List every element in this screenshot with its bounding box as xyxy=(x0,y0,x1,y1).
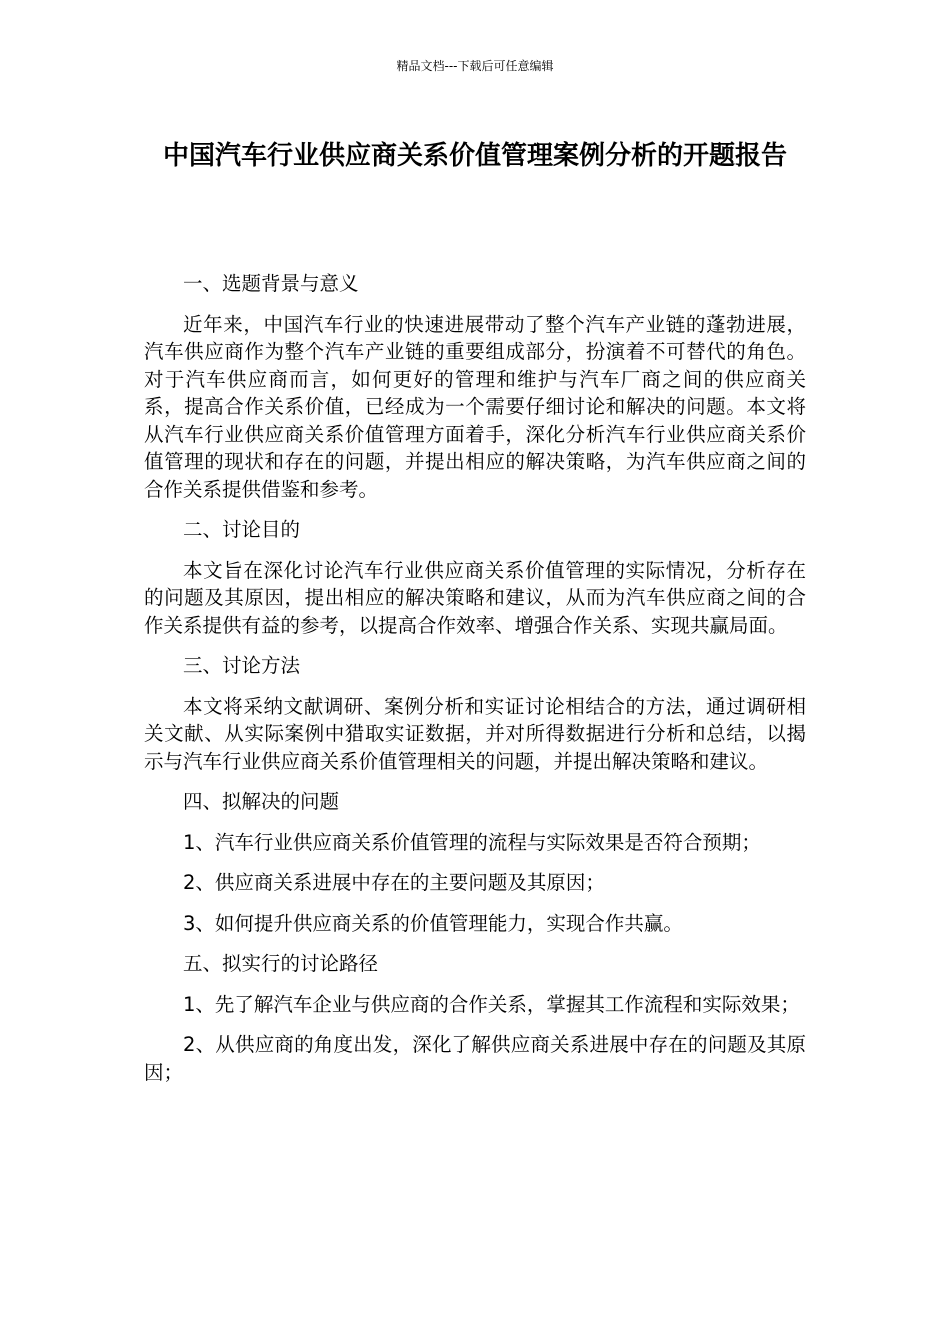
problem-item-2: 2、供应商关系进展中存在的主要问题及其原因； xyxy=(183,871,605,894)
path-item-2: 2、从供应商的角度出发，深化了解供应商关系进展中存在的问题及其原因； xyxy=(144,1033,806,1084)
document-body xyxy=(144,270,806,1099)
paragraph-method: 本文将采纳文献调研、案例分析和实证讨论相结合的方法，通过调研相关文献、从实际案例中猎取实证数据，并对所得数据进行分析和总结，以揭示与汽车行业供应商关系价值管理相关的问题，并提出解决策略和建议。 xyxy=(144,694,806,773)
document-title: 中国汽车行业供应商关系价值管理案例分析的开题报告 xyxy=(162,141,787,171)
problem-item-3: 3、如何提升供应商关系的价值管理能力，实现合作共赢。 xyxy=(183,911,683,935)
path-item-1: 1、先了解汽车企业与供应商的合作关系，掌握其工作流程和实际效果； xyxy=(183,992,800,1016)
section-heading-problems: 四、拟解决的问题 xyxy=(183,790,340,813)
paragraph-background: 近年来，中国汽车行业的快速进展带动了整个汽车产业链的蓬勃进展，汽车供应商作为整个汽车产业链的重要组成部分，扮演着不可替代的角色。对于汽车供应商而言，如何更好的管理和维护与汽车厂商之间的供应商关系，提高合作关系价值，已经成为一个需要仔细讨论和解决的问题。本文将从汽车行业供应商关系价值管理方面着手，深化分析汽车行业供应商关系价值管理的现状和存在的问题，并提出相应的解决策略，为汽车供应商之间的合作关系提供借鉴和参考。 xyxy=(144,312,806,501)
section-heading-purpose: 二、讨论目的 xyxy=(183,518,301,541)
section-heading-method: 三、讨论方法 xyxy=(183,654,301,677)
paragraph-purpose: 本文旨在深化讨论汽车行业供应商关系价值管理的实际情况，分析存在的问题及其原因，提出相应的解决策略和建议，从而为汽车供应商之间的合作关系提供有益的参考，以提高合作效率、增强合作关系、实现共赢局面。 xyxy=(144,558,806,637)
header-note: 精品文档---下载后可任意编辑 xyxy=(396,59,554,73)
section-heading-path: 五、拟实行的讨论路径 xyxy=(183,952,379,975)
problem-item-1: 1、汽车行业供应商关系价值管理的流程与实际效果是否符合预期； xyxy=(183,830,761,854)
section-heading-background: 一、选题背景与意义 xyxy=(183,272,359,295)
